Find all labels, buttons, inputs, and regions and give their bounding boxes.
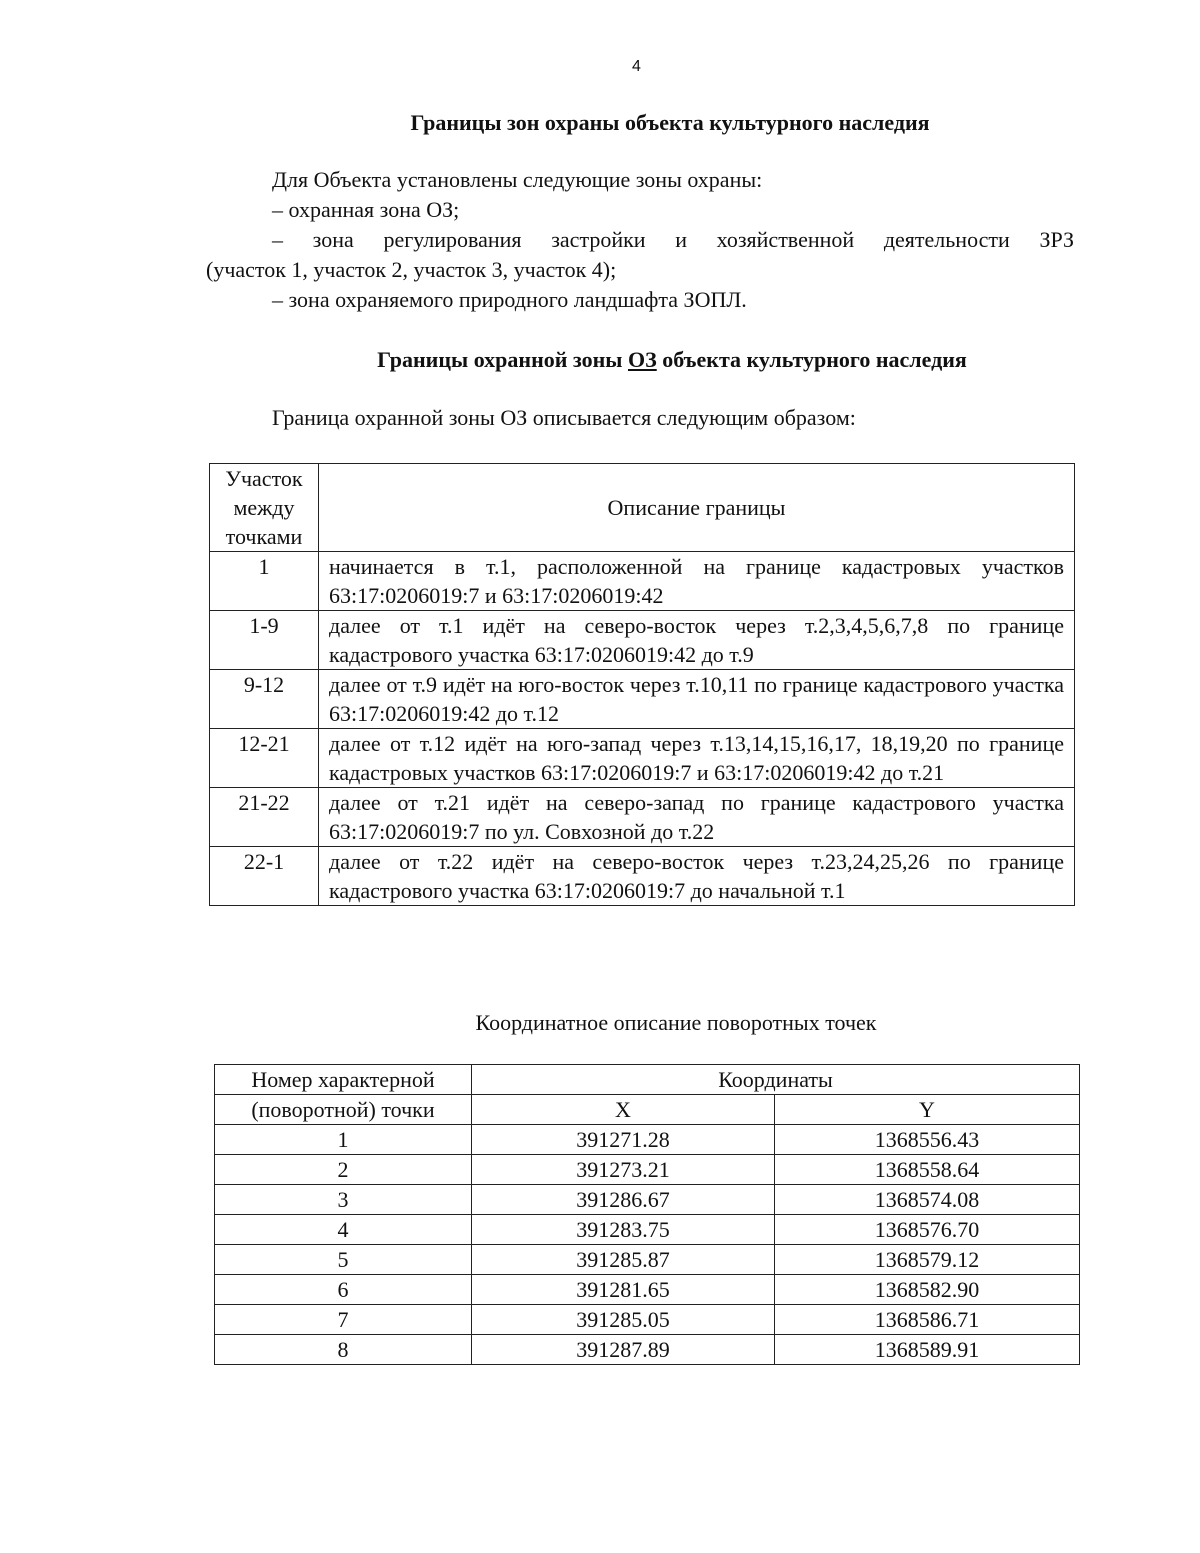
table-row [210, 552, 1075, 611]
oz-heading-abbr: ОЗ [628, 347, 657, 372]
table-row [210, 847, 1075, 906]
description-cell: начинается в т.1, расположенной на границе кадастровых участков 63:17:0206019:7 и 63:17:0206019:42 [319, 552, 1075, 611]
header-text: точками [225, 524, 303, 549]
header-x: X [472, 1095, 775, 1125]
y-cell: 1368582.90 [775, 1275, 1080, 1305]
table-header-row [215, 1065, 1080, 1095]
table-row [215, 1305, 1080, 1335]
description-cell: далее от т.12 идёт на юго-запад через т.13,14,15,16,17, 18,19,20 по границе кадастровых участков 63:17:0206019:7 и 63:17:0206019:42 до т.21 [319, 729, 1075, 788]
x-cell: 391273.21 [472, 1155, 775, 1185]
table-row [215, 1185, 1080, 1215]
y-cell: 1368589.91 [775, 1335, 1080, 1365]
table-row [210, 729, 1075, 788]
table-row [215, 1215, 1080, 1245]
segment-cell: 22-1 [210, 847, 319, 906]
y-cell: 1368558.64 [775, 1155, 1080, 1185]
x-cell: 391271.28 [472, 1125, 775, 1155]
oz-heading-after: объекта культурного наследия [656, 347, 967, 372]
header-point-number: Номер характерной [215, 1065, 472, 1095]
header-description: Описание границы [319, 464, 1075, 552]
y-cell: 1368556.43 [775, 1125, 1080, 1155]
intro-item-zrz [206, 225, 1074, 285]
table-row [215, 1335, 1080, 1365]
intro-line [206, 165, 1074, 195]
table-row [215, 1155, 1080, 1185]
header-point-number: (поворотной) точки [215, 1095, 472, 1125]
description-cell: далее от т.22 идёт на северо-восток через т.23,24,25,26 по границе кадастрового участка 63:17:0206019:7 до начальной т.1 [319, 847, 1075, 906]
intro-item-text: (участок 1, участок 2, участок 3, участок 4); [206, 257, 617, 282]
intro-item-zopl [206, 285, 1074, 315]
segment-cell: 21-22 [210, 788, 319, 847]
intro-item-text: – зона охраняемого природного ландшафта ЗОПЛ. [272, 287, 747, 312]
coordinates-caption: Координатное описание поворотных точек [475, 1010, 877, 1035]
table-header-row [215, 1095, 1080, 1125]
description-cell: далее от т.9 идёт на юго-восток через т.10,11 по границе кадастрового участка 63:17:0206019:42 до т.12 [319, 670, 1075, 729]
intro-item-text: – зона регулирования застройки и хозяйственной деятельности ЗРЗ [272, 227, 1074, 252]
table-header-row [210, 464, 1075, 552]
y-cell: 1368579.12 [775, 1245, 1080, 1275]
table-row [215, 1245, 1080, 1275]
table-row [210, 670, 1075, 729]
page-number: 4 [632, 58, 641, 75]
header-text: между [233, 495, 295, 520]
header-y: Y [775, 1095, 1080, 1125]
segment-cell: 9-12 [210, 670, 319, 729]
table-row [215, 1275, 1080, 1305]
point-cell: 7 [215, 1305, 472, 1335]
x-cell: 391281.65 [472, 1275, 775, 1305]
point-cell: 2 [215, 1155, 472, 1185]
x-cell: 391285.05 [472, 1305, 775, 1335]
segment-cell: 12-21 [210, 729, 319, 788]
point-cell: 3 [215, 1185, 472, 1215]
table-row [215, 1125, 1080, 1155]
y-cell: 1368576.70 [775, 1215, 1080, 1245]
coordinates-table [214, 1064, 1080, 1365]
point-cell: 1 [215, 1125, 472, 1155]
intro-item-oz [206, 195, 1074, 225]
main-heading: Границы зон охраны объекта культурного наследия [410, 110, 930, 135]
oz-heading-before: Границы охранной зоны [377, 347, 628, 372]
header-coordinates: Координаты [472, 1065, 1080, 1095]
point-cell: 4 [215, 1215, 472, 1245]
description-cell: далее от т.21 идёт на северо-запад по границе кадастрового участка 63:17:0206019:7 по ул. Совхозной до т.22 [319, 788, 1075, 847]
oz-heading [0, 347, 1200, 373]
header-segment [210, 464, 319, 552]
point-cell: 5 [215, 1245, 472, 1275]
description-cell: далее от т.1 идёт на северо-восток через т.2,3,4,5,6,7,8 по границе кадастрового участка 63:17:0206019:42 до т.9 [319, 611, 1075, 670]
x-cell: 391285.87 [472, 1245, 775, 1275]
point-cell: 8 [215, 1335, 472, 1365]
x-cell: 391287.89 [472, 1335, 775, 1365]
oz-lead-text: Граница охранной зоны ОЗ описывается следующим образом: [272, 405, 856, 430]
header-text: Участок [225, 466, 303, 491]
boundary-description-table [209, 463, 1075, 906]
y-cell: 1368574.08 [775, 1185, 1080, 1215]
y-cell: 1368586.71 [775, 1305, 1080, 1335]
intro-item-text: – охранная зона ОЗ; [272, 197, 460, 222]
segment-cell: 1 [210, 552, 319, 611]
intro-text: Для Объекта установлены следующие зоны охраны: [272, 167, 763, 192]
x-cell: 391286.67 [472, 1185, 775, 1215]
point-cell: 6 [215, 1275, 472, 1305]
segment-cell: 1-9 [210, 611, 319, 670]
x-cell: 391283.75 [472, 1215, 775, 1245]
table-row [210, 788, 1075, 847]
table-row [210, 611, 1075, 670]
